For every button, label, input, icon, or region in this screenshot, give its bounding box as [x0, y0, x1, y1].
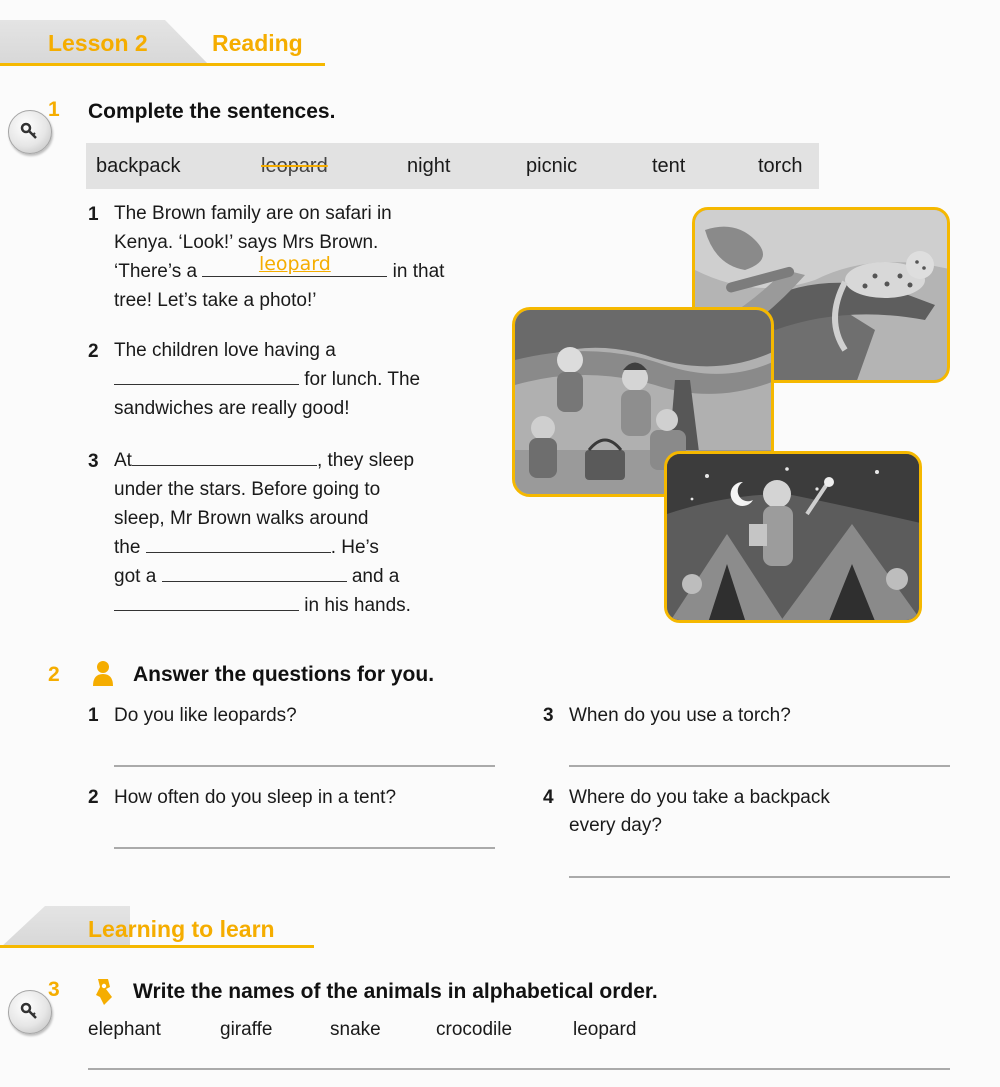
lesson-title: Reading [212, 30, 303, 56]
item-number: 2 [88, 341, 99, 362]
sentence-text: . He’s [330, 537, 379, 558]
word-box-item-used: leopard [261, 155, 328, 177]
question-text: Do you like leopards? [114, 705, 297, 726]
item-number: 3 [88, 451, 99, 472]
sentence-line [114, 591, 414, 620]
answer-blank[interactable] [146, 534, 331, 553]
lesson-header-underline [0, 63, 325, 66]
learning-title: Learning to learn [88, 916, 275, 942]
sentence-text: in that [392, 261, 445, 282]
sentence-line: Kenya. ‘Look!’ says Mrs Brown. [114, 232, 379, 253]
item-number: 3 [543, 705, 554, 726]
item-number: 4 [543, 787, 554, 808]
sentence-line [114, 562, 414, 591]
exercise-instruction: Write the names of the animals in alphabetical order. [133, 980, 658, 1003]
sentence-text: and a [351, 566, 400, 587]
sentence-line: The children love having a [114, 340, 336, 361]
sentence-1 [114, 199, 444, 315]
animal-word: giraffe [220, 1019, 273, 1040]
answer-blank[interactable] [114, 592, 299, 611]
answer-line[interactable] [114, 765, 495, 767]
answer-line[interactable] [569, 876, 950, 878]
question-text: Where do you take a backpack [569, 787, 830, 808]
word-box-item: backpack [96, 155, 181, 177]
sentence-text: , they sleep [316, 450, 415, 471]
answer-blank[interactable] [132, 447, 317, 466]
exercise-instruction: Answer the questions for you. [133, 663, 435, 686]
answer-line[interactable] [114, 847, 495, 849]
sentence-text: the [114, 537, 141, 558]
word-box-item: picnic [526, 155, 578, 177]
word-box-item: torch [758, 155, 803, 177]
question-text: When do you use a torch? [569, 705, 791, 726]
sentence-3 [114, 446, 414, 620]
personal-answer-icon [92, 660, 114, 686]
sentence-text: for lunch. The [304, 369, 421, 390]
question-text: every day? [569, 815, 662, 836]
answer-blank[interactable] [114, 366, 299, 385]
answer-blank[interactable] [202, 253, 387, 277]
sentence-line: sandwiches are really good! [114, 398, 350, 419]
exercise-number: 3 [48, 978, 60, 1001]
exercise-number: 1 [48, 98, 60, 121]
answer-key-icon[interactable] [8, 990, 52, 1034]
animal-word: elephant [88, 1019, 161, 1040]
sentence-2 [114, 336, 420, 423]
sentence-text: At [114, 450, 132, 471]
sentence-line: The Brown family are on safari in [114, 203, 392, 224]
sentence-text: ‘There’s a [114, 261, 198, 282]
night-tent-panel [664, 451, 922, 623]
sentence-line [114, 253, 445, 286]
answer-blank[interactable] [162, 563, 347, 582]
sentence-text: got a [114, 566, 157, 587]
learning-header-underline [0, 945, 314, 948]
animal-word: leopard [573, 1019, 637, 1040]
item-number: 1 [88, 705, 99, 726]
answer-key-icon[interactable] [8, 110, 52, 154]
word-box [86, 143, 819, 189]
sentence-line: under the stars. Before going to [114, 479, 381, 500]
story-illustration [510, 205, 952, 625]
sentence-line [114, 446, 414, 475]
sentence-line: sleep, Mr Brown walks around [114, 508, 369, 529]
question-text: How often do you sleep in a tent? [114, 787, 397, 808]
answer-line[interactable] [569, 765, 950, 767]
word-box-item: night [407, 155, 451, 177]
sentence-line [114, 365, 420, 394]
sentence-text: in his hands. [304, 595, 411, 616]
lesson-label: Lesson 2 [48, 30, 148, 56]
word-box-item: tent [652, 155, 686, 177]
thinking-skill-icon [92, 977, 116, 1007]
exercise-number: 2 [48, 663, 60, 686]
animal-word: crocodile [436, 1019, 513, 1040]
item-number: 1 [88, 204, 99, 225]
sentence-line [114, 533, 414, 562]
filled-answer: leopard [258, 253, 331, 275]
answer-line[interactable] [88, 1068, 950, 1070]
sentence-line: tree! Let’s take a photo!’ [114, 290, 317, 311]
exercise-instruction: Complete the sentences. [88, 100, 336, 123]
animal-word: snake [330, 1019, 381, 1040]
item-number: 2 [88, 787, 99, 808]
